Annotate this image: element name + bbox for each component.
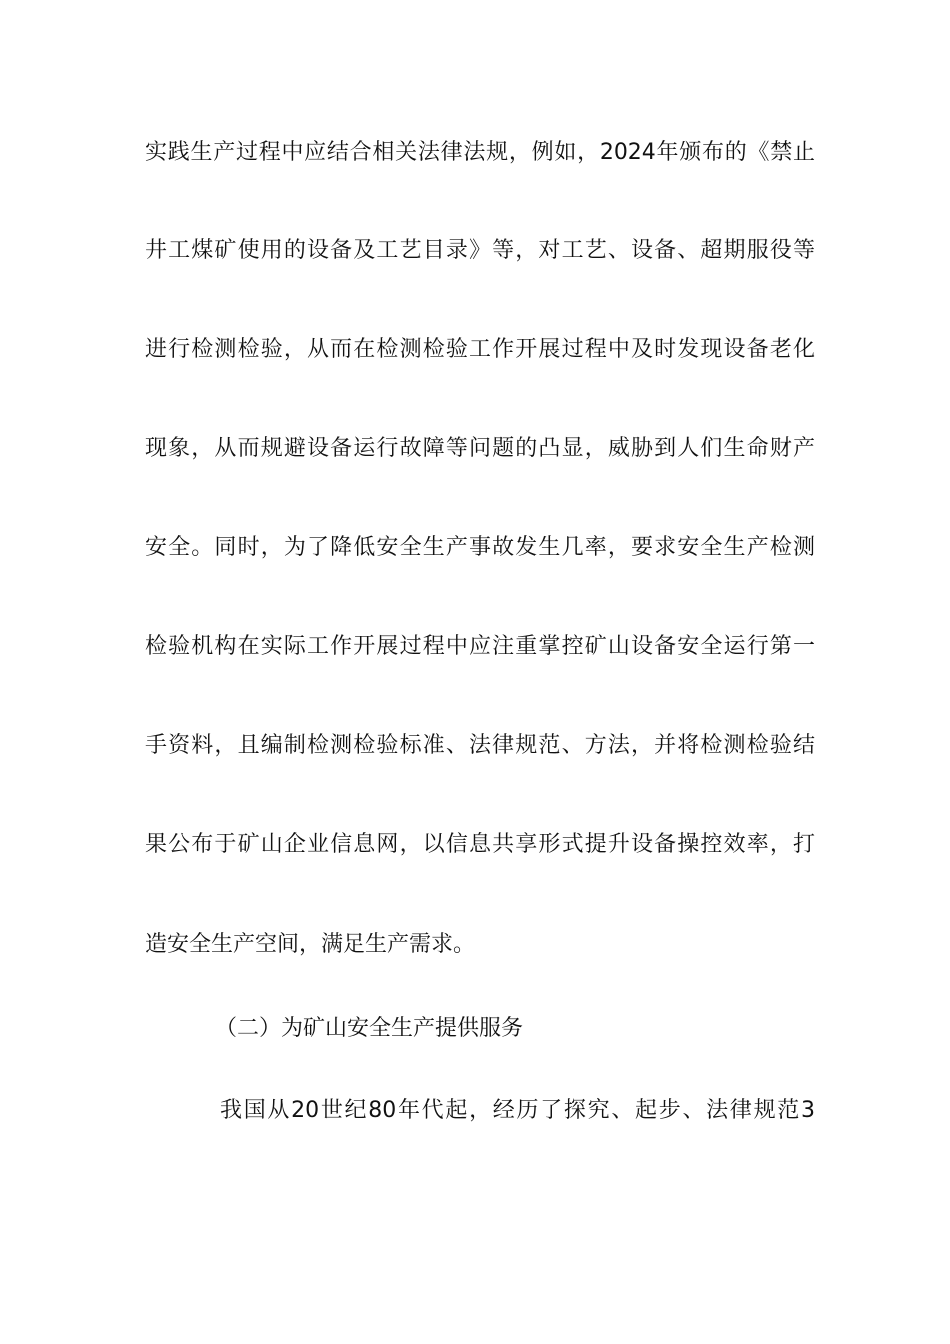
paragraph-line: 井工煤矿使用的设备及工艺目录》等，对工艺、设备、超期服役等 [145, 238, 815, 263]
paragraph-line: 实践生产过程中应结合相关法律法规，例如，2024年颁布的《禁止 [145, 140, 815, 165]
paragraph-line: 检验机构在实际工作开展过程中应注重掌控矿山设备安全运行第一 [145, 634, 815, 659]
paragraph-line: 安全。同时，为了降低安全生产事故发生几率，要求安全生产检测 [145, 535, 815, 560]
paragraph-line: 手资料，且编制检测检验标准、法律规范、方法，并将检测检验结 [145, 733, 815, 758]
paragraph-line: 现象，从而规避设备运行故障等问题的凸显，威胁到人们生命财产 [145, 436, 815, 461]
paragraph-line: 果公布于矿山企业信息网，以信息共享形式提升设备操控效率，打 [145, 832, 815, 857]
paragraph-line: 造安全生产空间，满足生产需求。 [145, 932, 476, 957]
section-heading: （二）为矿山安全生产提供服务 [215, 1016, 524, 1041]
paragraph-line: 进行检测检验，从而在检测检验工作开展过程中及时发现设备老化 [145, 337, 815, 362]
paragraph-line: 我国从20世纪80年代起，经历了探究、起步、法律规范3 [220, 1098, 815, 1123]
